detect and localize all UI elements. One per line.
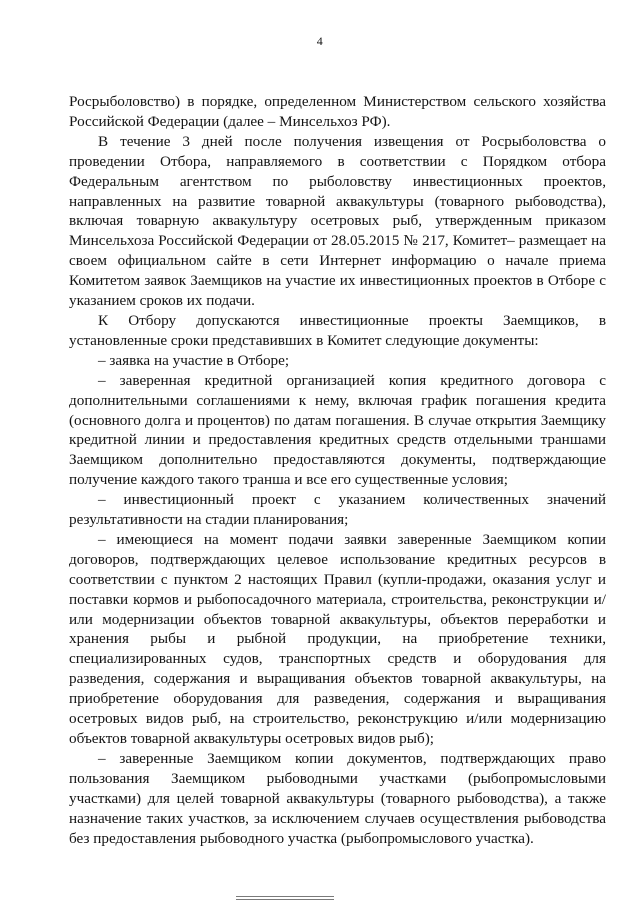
page-number: 4 [316,34,324,48]
list-item-credit-agreement: – заверенная кредитной организацией копия кредитного договора с дополнительными соглашениями к нему, включая график погашения кредита (основного долга и процентов) по датам погашения. В случае открытия Заемщику кредитной линии и предоставления кредитных средств отдельными траншами Заемщиком дополнительно предоставляются документы, подтверждающие получение каждого такого транша и все его существенные условия; [69,371,606,489]
paragraph-admission: К Отбору допускаются инвестиционные проекты Заемщиков, в установленные сроки представивших в Комитет следующие документы: [69,311,606,349]
list-item-investment-project: – инвестиционный проект с указанием количественных значений результативности на стадии планирования; [69,491,606,529]
list-item-contracts: – имеющиеся на момент подачи заявки заверенные Заемщиком копии договоров, подтверждающих целевое использование кредитных ресурсов в соответствии с пунктом 2 настоящих Правил (купли-продажи, оказания услуг и поставки кормов и рыбопосадочного материала, строительства, реконструкции и/или модернизации объектов товарной аквакультуры, объектов переработки и хранения рыбы и рыбной продукции, на приобретение техники, специализированных судов, транспортных средств и оборудования для разведения, содержания и выращивания объектов товарной аквакультуры, на приобретение оборудования для разведения, содержания и выращивания осетровых видов рыб, на строительство, реконструкцию и/или модернизацию объектов товарной аквакультуры осетровых видов рыб); [69,530,606,747]
footer-divider-line [236,896,334,897]
list-item-land-rights: – заверенные Заемщиком копии документов, подтверждающих право пользования Заемщиком рыбоводными участками (рыбопромысловыми участками) для целей товарной аквакультуры (товарного рыбоводства), а также назначение таких участков, за исключением случаев осуществления рыбоводства без предоставления рыбоводного участка (рыбопромыслового участка). [69,749,606,847]
footer-divider-line [236,899,334,900]
document-body [69,92,606,848]
paragraph-announcement: В течение 3 дней после получения извещения от Росрыболовства о проведении Отбора, направляемого в соответствии с Порядком отбора Федеральным агентством по рыболовству инвестиционных проектов, направленных на развитие товарной аквакультуры (товарного рыбоводства), включая товарную аквакультуру осетровых рыб, утвержденным приказом Минсельхоза Российской Федерации от 28.05.2015 № 217, Комитет– размещает на своем официальном сайте в сети Интернет информацию о начале приема Комитетом заявок Заемщиков на участие их инвестиционных проектов в Отборе с указанием сроков их подачи. [69,132,606,310]
paragraph-continuation: Росрыболовство) в порядке, определенном Министерством сельского хозяйства Российской Федерации (далее – Минсельхоз РФ). [69,93,606,130]
list-item-application: – заявка на участие в Отборе; [98,351,290,369]
